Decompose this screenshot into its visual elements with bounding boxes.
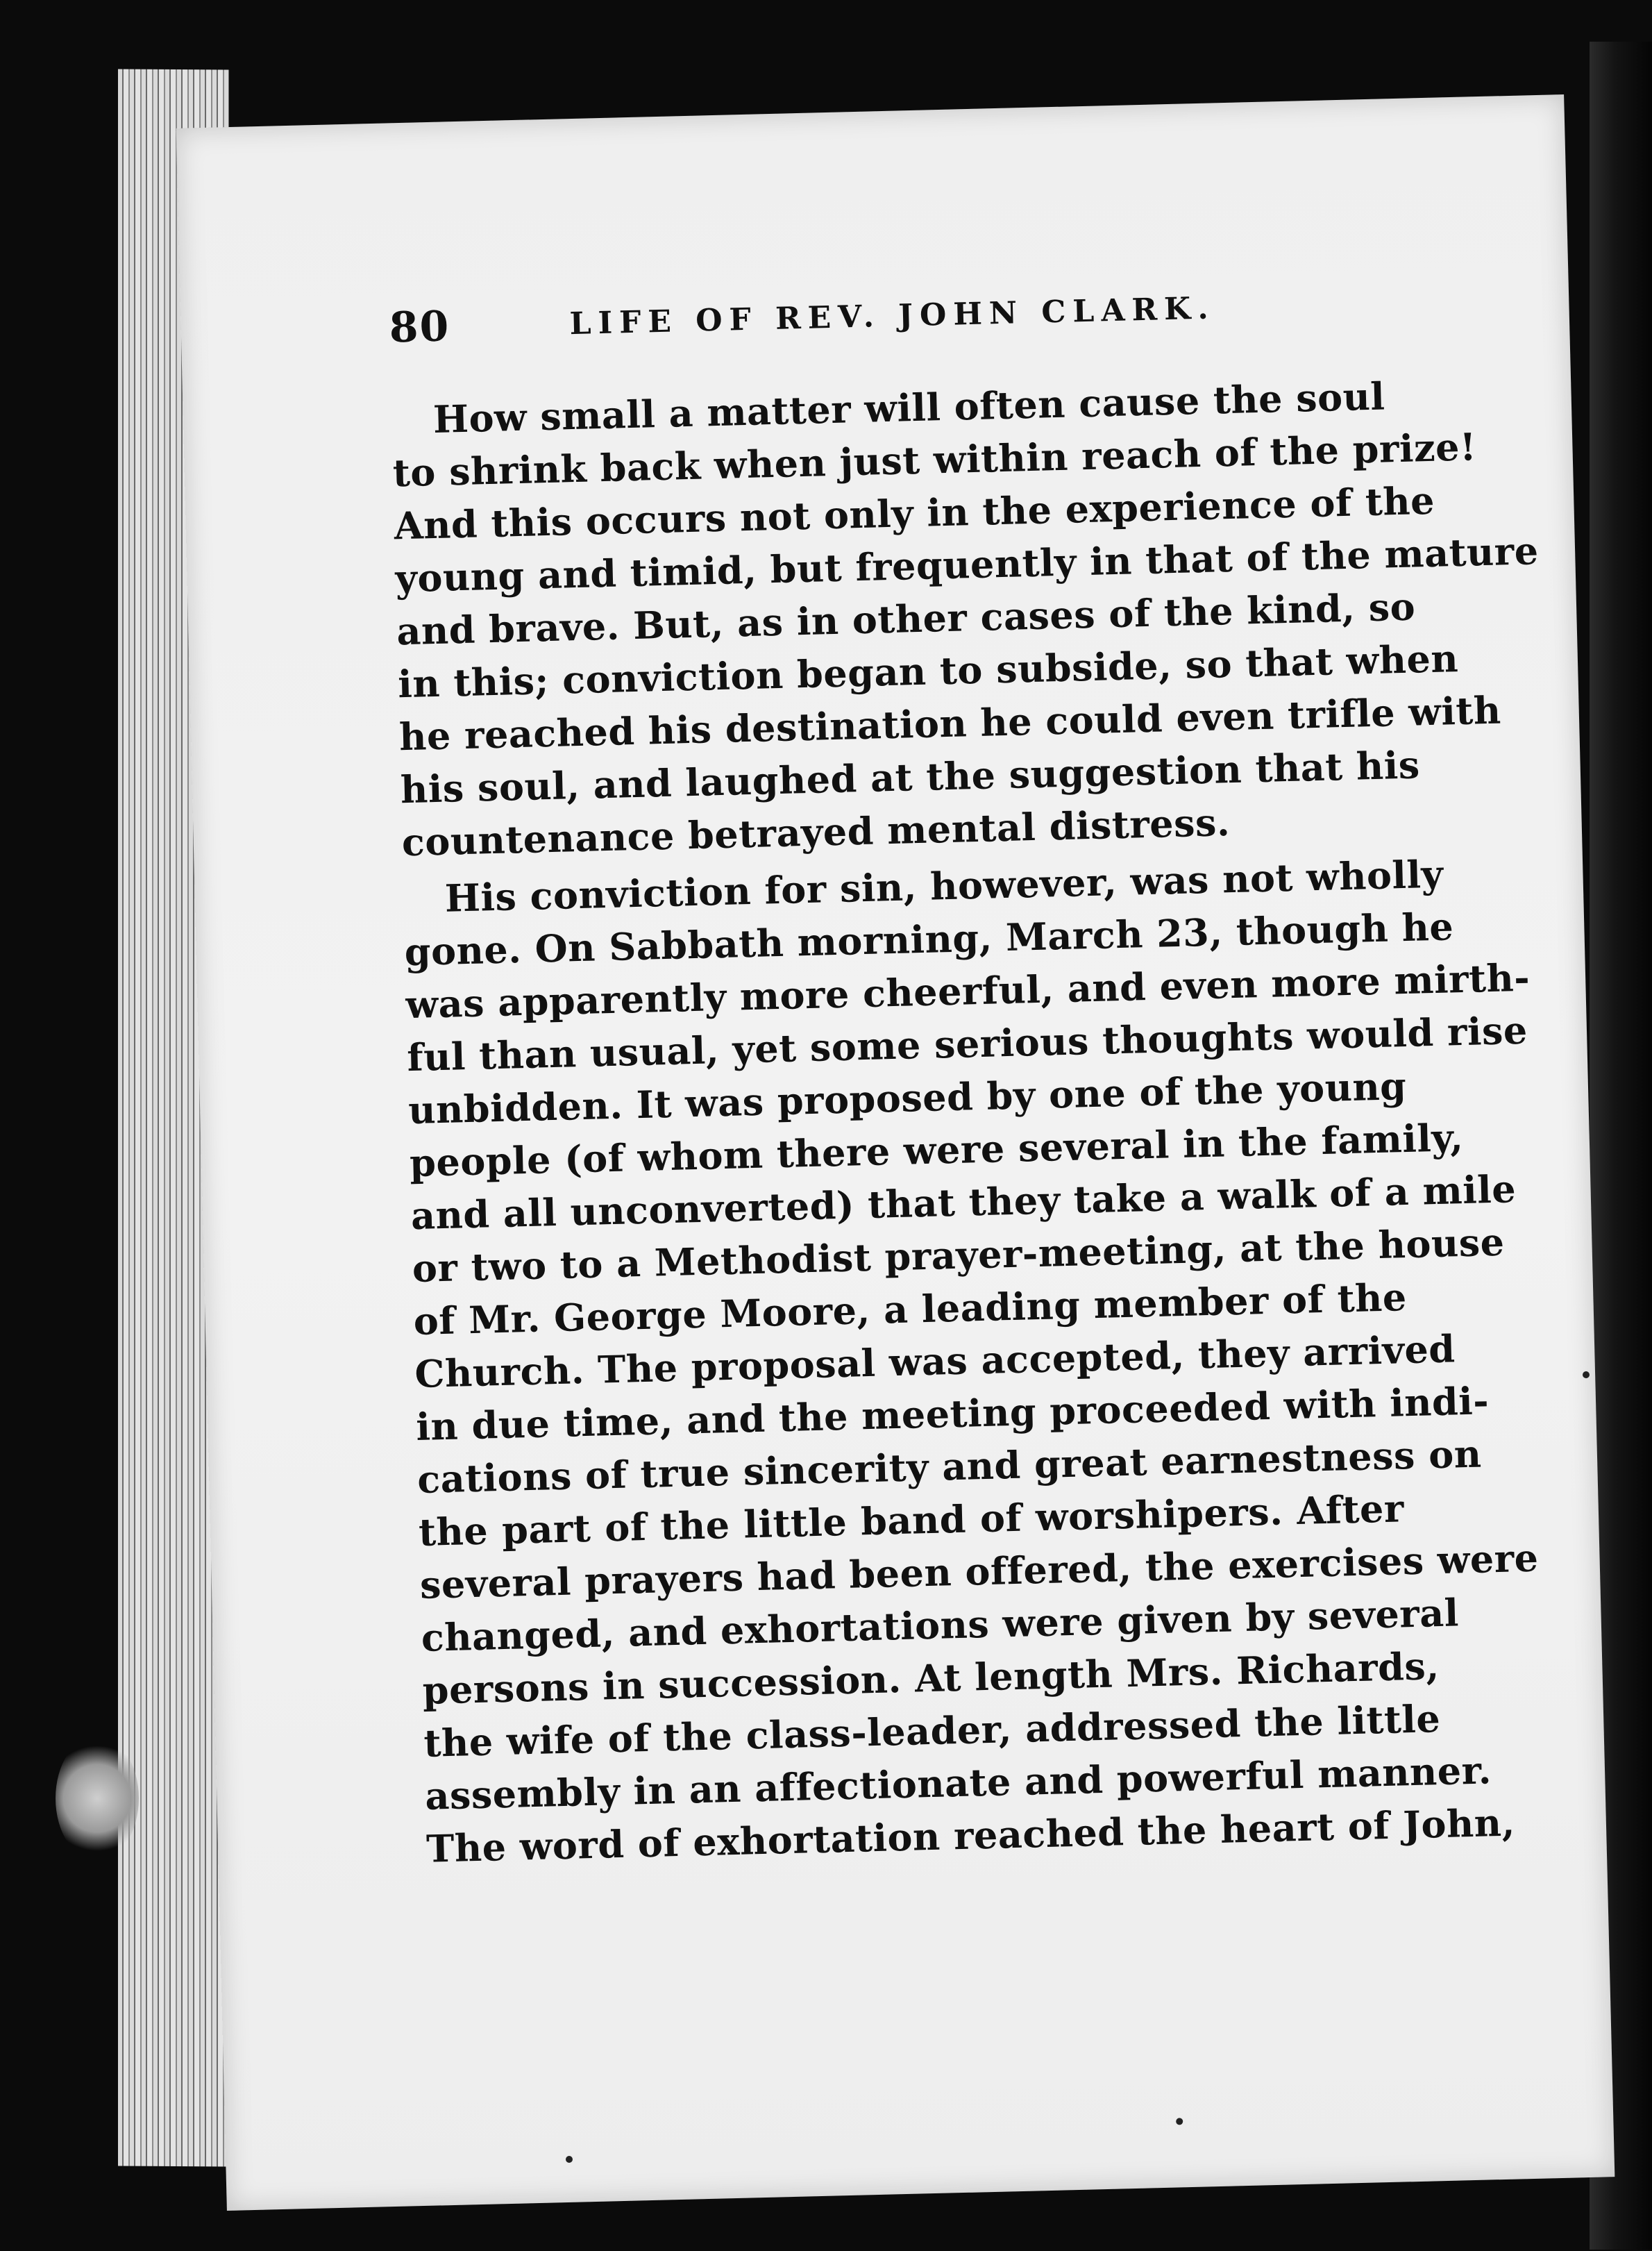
- text-line: the part of the little band of worshipers. After: [418, 1486, 1405, 1555]
- page-number: 80: [388, 302, 451, 353]
- text-line: assembly in an affectionate and powerful manner.: [424, 1748, 1492, 1818]
- text-line: persons in succession. At length Mrs. Richards,: [421, 1643, 1440, 1713]
- text-line: to shrink back when just within reach of the prize!: [392, 424, 1477, 496]
- paragraph: [391, 370, 1540, 869]
- ink-speck: [566, 2156, 573, 2163]
- running-title: LIFE OF REV. JOHN CLARK.: [569, 290, 1216, 342]
- text-line: Church. The proposal was accepted, they arrived: [414, 1326, 1456, 1397]
- paper-smudge: [56, 1736, 139, 1861]
- text-line: several prayers had been offered, the exercises were: [419, 1535, 1540, 1607]
- text-line: the wife of the class-leader, addressed the little: [423, 1696, 1441, 1766]
- text-line: or two to a Methodist prayer-meeting, at the house: [412, 1219, 1506, 1291]
- text-line: cations of true sincerity and great earnestness on: [416, 1431, 1483, 1502]
- ink-speck: [1176, 2118, 1183, 2125]
- text-line: gone. On Sabbath morning, March 23, though he: [403, 904, 1454, 975]
- book-page: [176, 94, 1615, 2211]
- text-line: His conviction for sin, however, was not wholly: [444, 851, 1444, 921]
- running-head: [389, 280, 1376, 367]
- text-line: and brave. But, as in other cases of the kind, so: [396, 584, 1416, 654]
- text-line: young and timid, but frequently in that of the mature: [394, 528, 1540, 601]
- text-line: his soul, and laughed at the suggestion that his: [400, 742, 1421, 812]
- text-line: changed, and exhortations were given by several: [421, 1590, 1460, 1660]
- text-line: was apparently more cheerful, and even more mirth-: [405, 955, 1531, 1028]
- page-content: [388, 280, 1540, 1875]
- text-line: in this; conviction began to subside, so that when: [397, 635, 1459, 707]
- text-line: countenance betrayed mental distress.: [401, 800, 1231, 865]
- text-line: in due time, and the meeting proceeded with indi-: [415, 1378, 1490, 1449]
- text-line: And this occurs not only in the experience of the: [393, 478, 1435, 549]
- text-line: ful than usual, yet some serious thoughts would rise: [406, 1007, 1528, 1080]
- text-line: and all unconverted) that they take a walk of a mile: [410, 1166, 1517, 1239]
- ink-speck: [1583, 1371, 1590, 1378]
- text-line: he reached his destination he could even trifle with: [398, 687, 1502, 760]
- text-line: unbidden. It was proposed by one of the young: [407, 1063, 1408, 1133]
- text-line: How small a matter will often cause the soul: [432, 374, 1386, 442]
- paragraph: [403, 849, 1540, 1875]
- text-line: The word of exhortation reached the heart of John,: [425, 1800, 1516, 1871]
- text-line: of Mr. George Moore, a leading member of the: [412, 1275, 1408, 1344]
- text-line: people (of whom there were several in the family,: [409, 1115, 1465, 1186]
